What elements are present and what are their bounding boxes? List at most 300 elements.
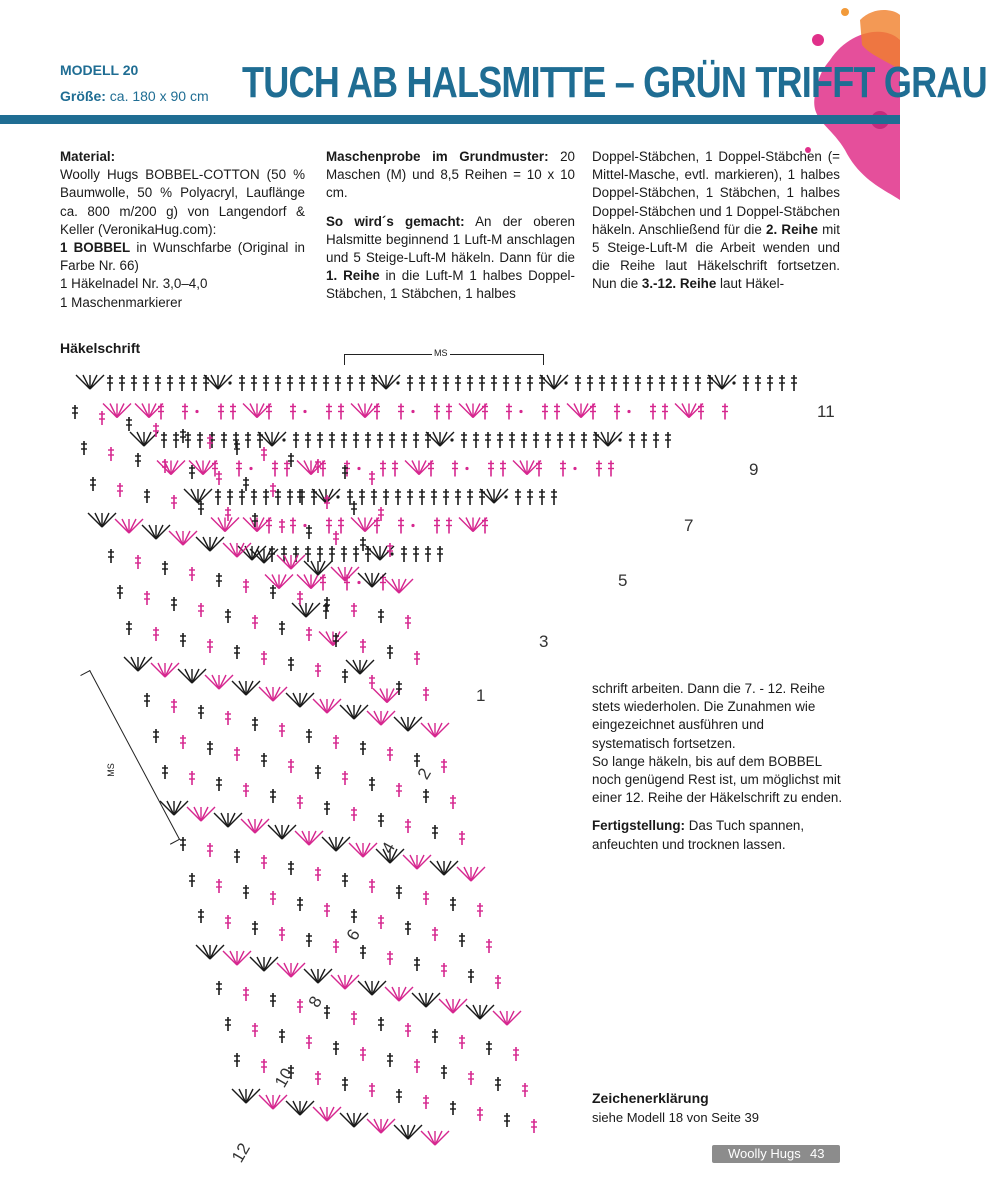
chart-fan — [405, 461, 433, 475]
chart-stitch — [126, 621, 132, 635]
chart-stitch — [551, 489, 557, 505]
chart-stitch — [405, 819, 411, 833]
chart-chain — [336, 495, 339, 498]
chart-stitch — [557, 432, 563, 448]
chart-fan — [331, 567, 359, 581]
gauge-text: 20 Maschen (M) und 8,5 Reihen = 10 x 10 cm. — [326, 149, 575, 201]
chart-fan — [297, 575, 325, 589]
chart-stitch — [387, 951, 393, 965]
legend-title: Zeichenerklärung — [592, 1090, 709, 1106]
chart-stitch — [791, 375, 797, 391]
chart-stitch — [252, 615, 258, 629]
chart-stitch — [515, 375, 521, 391]
chart-stitch — [239, 375, 245, 391]
chart-stitch — [306, 525, 312, 539]
bobbel-rest: in Wunschfarbe (Original in Farbe Nr. 66) — [60, 240, 305, 274]
chart-chain — [465, 467, 468, 470]
crochet-chart — [55, 345, 845, 1175]
chart-stitch — [413, 546, 419, 562]
chart-stitch — [263, 375, 269, 391]
chart-stitch — [234, 747, 240, 761]
chart-fan — [430, 861, 458, 875]
chart-stitch — [374, 518, 380, 534]
instructions-column-2 — [592, 148, 840, 294]
howto-heading: So wird´s gemacht: — [326, 213, 465, 229]
chart-chain — [195, 410, 198, 413]
chart-stitch — [452, 461, 458, 477]
chart-stitch — [233, 432, 239, 448]
chart-fan — [232, 1089, 260, 1103]
chart-stitch — [315, 765, 321, 779]
chart-stitch — [659, 375, 665, 391]
chart-stitch — [590, 404, 596, 420]
chart-stitch — [270, 891, 276, 905]
chart-stitch — [503, 375, 509, 391]
chart-stitch — [144, 591, 150, 605]
chart-stitch — [450, 795, 456, 809]
chart-stitch — [569, 432, 575, 448]
chart-stitch — [459, 831, 465, 845]
chart-stitch — [504, 1113, 510, 1127]
chart-stitch — [161, 432, 167, 448]
chart-stitch — [180, 837, 186, 851]
chart-fan — [196, 537, 224, 551]
chart-stitch — [743, 375, 749, 391]
chart-stitch — [347, 489, 353, 505]
chart-stitch — [360, 741, 366, 755]
chart-stitch — [407, 489, 413, 505]
chart-fan — [513, 461, 541, 475]
chart-stitch — [288, 453, 294, 467]
chart-stitch — [324, 903, 330, 917]
chart-stitch — [221, 432, 227, 448]
chart-stitch — [108, 549, 114, 563]
row-number-label: 10 — [271, 1064, 297, 1091]
chart-fan — [259, 1095, 287, 1109]
chart-stitch — [369, 471, 375, 485]
chart-fan — [340, 705, 368, 719]
chart-stitch — [365, 432, 371, 448]
chart-stitch — [323, 375, 329, 391]
chart-stitch — [329, 432, 335, 448]
chart-stitch — [431, 489, 437, 505]
chart-stitch — [614, 404, 620, 420]
chart-stitch — [533, 432, 539, 448]
chart-stitch — [207, 843, 213, 857]
chart-stitch — [180, 429, 186, 443]
chart-stitch — [317, 546, 323, 562]
chart-fan — [184, 489, 212, 503]
chart-fan — [115, 519, 143, 533]
chart-stitch — [683, 375, 689, 391]
chart-stitch — [495, 1077, 501, 1091]
chart-chain — [450, 438, 453, 441]
finish-text: Das Tuch spannen, anfeuchten und trocknen lassen. — [592, 818, 805, 852]
chart-stitch — [545, 432, 551, 448]
chart-stitch — [326, 404, 332, 420]
chart-stitch — [173, 432, 179, 448]
chart-stitch — [441, 1065, 447, 1079]
chart-stitch — [378, 813, 384, 827]
chart-chain — [519, 410, 522, 413]
chart-stitch — [333, 735, 339, 749]
material-text: Woolly Hugs BOBBEL-COTTON (50 % Baumwolle, 50 % Polyacryl, Lauflänge ca. 800 m/200 g) von Langendorf & Keller (VeronikaHug.com): — [60, 167, 305, 237]
chart-stitch — [351, 807, 357, 821]
chart-stitch — [641, 432, 647, 448]
chart-stitch — [72, 405, 78, 419]
chart-fan — [196, 945, 224, 959]
chart-stitch — [158, 404, 164, 420]
chart-stitch — [341, 546, 347, 562]
chart-stitch — [315, 867, 321, 881]
chart-stitch — [441, 759, 447, 773]
chart-fan — [178, 669, 206, 683]
chart-stitch — [317, 432, 323, 448]
col3-text-c: laut Häkel- — [716, 276, 785, 292]
chart-fan — [151, 663, 179, 677]
chart-fan — [268, 825, 296, 839]
chart-stitch — [243, 885, 249, 899]
chart-fan — [385, 579, 413, 593]
chart-label: Häkelschrift — [60, 340, 141, 356]
chart-stitch — [326, 518, 332, 534]
col3-text-b: mit 5 Steige-Luft-M die Arbeit wenden und die Reihe laut Häkelschrift fortsetzen. Nun die — [592, 221, 840, 292]
chart-stitch — [491, 375, 497, 391]
chart-stitch — [117, 585, 123, 599]
chart-stitch — [171, 495, 177, 509]
chart-stitch — [131, 375, 137, 391]
chart-stitch — [695, 375, 701, 391]
chart-stitch — [446, 404, 452, 420]
chart-stitch — [153, 423, 159, 437]
chart-fan — [358, 573, 386, 587]
chart-fan — [394, 1125, 422, 1139]
chart-stitch — [441, 963, 447, 977]
chart-stitch — [608, 461, 614, 477]
chart-fan — [540, 375, 568, 389]
chart-fan — [295, 831, 323, 845]
chart-fan — [243, 404, 271, 418]
chart-fan — [277, 963, 305, 977]
chart-fan — [567, 404, 595, 418]
chart-stitch — [432, 1029, 438, 1043]
chart-stitch — [252, 1023, 258, 1037]
col3-text-a: Doppel-Stäbchen, 1 Doppel-Stäbchen (= Mittel-Masche, evtl. markieren), 1 halbes Doppel-Stäbchen, 1 Stäbchen, 1 halbes Doppel-Stäbchen und 1 Doppel-Stäbchen häkeln. Anschließend für die — [592, 149, 840, 237]
chart-chain — [411, 524, 414, 527]
page-number: 43 — [810, 1146, 825, 1161]
chart-stitch — [351, 1011, 357, 1025]
chart-stitch — [392, 461, 398, 477]
chart-stitch — [423, 789, 429, 803]
chart-stitch — [521, 432, 527, 448]
chart-stitch — [587, 375, 593, 391]
chart-stitch — [153, 729, 159, 743]
chart-fan — [594, 432, 622, 446]
chart-stitch — [270, 993, 276, 1007]
center-stitch-label-left: MS — [105, 763, 116, 777]
chart-stitch — [243, 987, 249, 1001]
chart-stitch — [506, 404, 512, 420]
chart-stitch — [342, 771, 348, 785]
row-number-label: 2 — [413, 764, 435, 783]
chart-stitch — [287, 375, 293, 391]
chart-fan — [459, 404, 487, 418]
chart-stitch — [218, 404, 224, 420]
gauge-heading: Maschenprobe im Grundmuster: — [326, 149, 549, 164]
chart-stitch — [225, 1017, 231, 1031]
row-number-label: 5 — [618, 571, 628, 590]
chart-stitch — [360, 945, 366, 959]
chart-fan — [457, 867, 485, 881]
chart-stitch — [225, 609, 231, 623]
chart-stitch — [290, 404, 296, 420]
chart-stitch — [513, 1047, 519, 1061]
chart-stitch — [432, 825, 438, 839]
chart-fan — [130, 432, 158, 446]
chart-stitch — [144, 693, 150, 707]
chart-stitch — [413, 432, 419, 448]
chart-stitch — [497, 432, 503, 448]
finish-heading: Fertigstellung: — [592, 818, 685, 834]
chart-fan — [312, 489, 340, 503]
chart-stitch — [395, 489, 401, 505]
chart-stitch — [405, 921, 411, 935]
chart-stitch — [455, 489, 461, 505]
chart-stitch — [216, 879, 222, 893]
chart-stitch — [216, 573, 222, 587]
chart-stitch — [488, 461, 494, 477]
chart-stitch — [234, 849, 240, 863]
chart-stitch — [407, 375, 413, 391]
row-number-label: 8 — [304, 992, 326, 1011]
chart-stitch — [245, 432, 251, 448]
chart-stitch — [500, 461, 506, 477]
page-title: TUCH AB HALSMITTE – GRÜN TRIFFT GRAU — [242, 58, 987, 107]
chart-fan — [250, 957, 278, 971]
chart-stitch — [297, 897, 303, 911]
needle-line: 1 Häkelnadel Nr. 3,0–4,0 — [60, 276, 208, 292]
chart-stitch — [99, 411, 105, 425]
chart-stitch — [230, 404, 236, 420]
chart-stitch — [189, 567, 195, 581]
chart-stitch — [144, 489, 150, 503]
chart-stitch — [536, 461, 542, 477]
chart-stitch — [279, 723, 285, 737]
chart-stitch — [347, 375, 353, 391]
footer-page-badge — [712, 1145, 840, 1163]
chart-stitch — [335, 375, 341, 391]
chart-chain — [504, 495, 507, 498]
chart-stitch — [182, 404, 188, 420]
chart-stitch — [279, 519, 285, 533]
chart-stitch — [423, 687, 429, 701]
chart-stitch — [333, 939, 339, 953]
chart-stitch — [171, 597, 177, 611]
chart-stitch — [653, 432, 659, 448]
chart-stitch — [459, 933, 465, 947]
chart-chain — [357, 467, 360, 470]
chart-stitch — [698, 404, 704, 420]
chart-stitch — [554, 404, 560, 420]
chart-stitch — [351, 909, 357, 923]
chart-stitch — [495, 975, 501, 989]
chart-stitch — [251, 375, 257, 391]
chart-stitch — [468, 969, 474, 983]
chart-stitch — [389, 432, 395, 448]
chart-fan — [346, 660, 374, 674]
chart-stitch — [180, 735, 186, 749]
chart-chain — [282, 438, 285, 441]
chart-stitch — [198, 705, 204, 719]
chart-stitch — [333, 531, 339, 545]
chart-stitch — [324, 597, 330, 611]
chart-fan — [241, 819, 269, 833]
chart-fan — [214, 813, 242, 827]
chart-stitch — [482, 518, 488, 534]
bobbel-line — [60, 239, 305, 275]
chart-chain — [390, 552, 393, 555]
chart-stitch — [107, 375, 113, 391]
chart-stitch — [284, 461, 290, 477]
chart-stitch — [155, 375, 161, 391]
material-heading: Material: — [60, 149, 116, 164]
chart-stitch — [369, 1083, 375, 1097]
chart-stitch — [623, 375, 629, 391]
chart-stitch — [351, 603, 357, 617]
chart-stitch — [351, 501, 357, 515]
chart-stitch — [473, 432, 479, 448]
chart-stitch — [360, 1047, 366, 1061]
chart-stitch — [290, 518, 296, 534]
chart-stitch — [531, 1119, 537, 1133]
chart-fan — [286, 693, 314, 707]
chart-stitch — [225, 711, 231, 725]
chart-fan — [157, 461, 185, 475]
chart-stitch — [542, 404, 548, 420]
chart-stitch — [234, 1053, 240, 1067]
chart-stitch — [81, 441, 87, 455]
chart-fan — [708, 375, 736, 389]
chart-stitch — [119, 375, 125, 391]
chart-stitch — [329, 546, 335, 562]
legend-text: siehe Modell 18 von Seite 39 — [592, 1110, 759, 1125]
chart-stitch — [371, 489, 377, 505]
chart-fan — [466, 1005, 494, 1019]
chart-stitch — [437, 546, 443, 562]
size-label: Größe: — [60, 88, 106, 104]
row-number-label: 9 — [749, 460, 759, 479]
chart-stitch — [378, 915, 384, 929]
chart-fan — [340, 1113, 368, 1127]
chart-stitch — [234, 645, 240, 659]
chart-stitch — [377, 432, 383, 448]
center-stitch-label-top: MS — [434, 348, 448, 358]
chart-stitch — [306, 729, 312, 743]
chart-stitch — [179, 375, 185, 391]
chart-stitch — [108, 447, 114, 461]
chart-stitch — [383, 489, 389, 505]
chart-chain — [303, 410, 306, 413]
chart-stitch — [477, 903, 483, 917]
size-info — [60, 88, 209, 104]
chart-stitch — [629, 432, 635, 448]
chart-stitch — [396, 783, 402, 797]
chart-fan — [313, 1107, 341, 1121]
chart-stitch — [599, 375, 605, 391]
chart-fan — [412, 993, 440, 1007]
chart-stitch — [261, 1059, 267, 1073]
chart-stitch — [425, 546, 431, 562]
model-number: MODELL 20 — [60, 62, 139, 78]
chart-stitch — [342, 669, 348, 683]
chart-stitch — [341, 432, 347, 448]
chart-fan — [493, 1011, 521, 1025]
chart-stitch — [443, 489, 449, 505]
row-number-label: 1 — [476, 686, 486, 705]
chart-chain — [564, 381, 567, 384]
chart-chain — [228, 381, 231, 384]
chart-stitch — [338, 518, 344, 534]
instructions-column-1 — [326, 148, 575, 304]
chart-fan — [358, 981, 386, 995]
chart-fan — [135, 404, 163, 418]
chart-chain — [732, 381, 735, 384]
chart-stitch — [198, 603, 204, 617]
chart-fan — [421, 1131, 449, 1145]
chart-fan — [277, 555, 305, 569]
chart-stitch — [396, 885, 402, 899]
chart-stitch — [135, 555, 141, 569]
chart-stitch — [779, 375, 785, 391]
row1-bold: 1. Reihe — [326, 268, 380, 284]
chart-stitch — [353, 432, 359, 448]
chart-stitch — [216, 777, 222, 791]
chart-chain — [396, 381, 399, 384]
chart-fan — [103, 404, 131, 418]
chart-stitch — [671, 375, 677, 391]
chart-stitch — [216, 471, 222, 485]
chart-stitch — [431, 375, 437, 391]
chart-stitch — [369, 675, 375, 689]
chart-fan — [313, 699, 341, 713]
chart-stitch — [270, 585, 276, 599]
chart-fan — [385, 987, 413, 1001]
chart-fan — [304, 969, 332, 983]
chart-stitch — [306, 1035, 312, 1049]
chart-stitch — [191, 375, 197, 391]
chart-stitch — [398, 404, 404, 420]
chart-fan — [265, 575, 293, 589]
chart-fan — [480, 489, 508, 503]
chart-stitch — [414, 957, 420, 971]
chart-stitch — [485, 432, 491, 448]
chart-chain — [627, 410, 630, 413]
chart-stitch — [297, 795, 303, 809]
col4-text-a: schrift arbeiten. Dann die 7. - 12. Reihe stets wiederholen. Die Zunahmen wie eingezeichnet ausführen und systematisch fortsetzen. — [592, 681, 825, 751]
chart-fan — [331, 975, 359, 989]
chart-stitch — [380, 461, 386, 477]
chart-chain — [618, 438, 621, 441]
chart-fan — [367, 711, 395, 725]
chart-fan — [351, 404, 379, 418]
chart-stitch — [405, 1023, 411, 1037]
chart-stitch — [387, 747, 393, 761]
chart-stitch — [189, 465, 195, 479]
chart-stitch — [225, 507, 231, 521]
chart-fan — [286, 1101, 314, 1115]
chart-stitch — [722, 404, 728, 420]
chart-fan — [351, 518, 379, 532]
